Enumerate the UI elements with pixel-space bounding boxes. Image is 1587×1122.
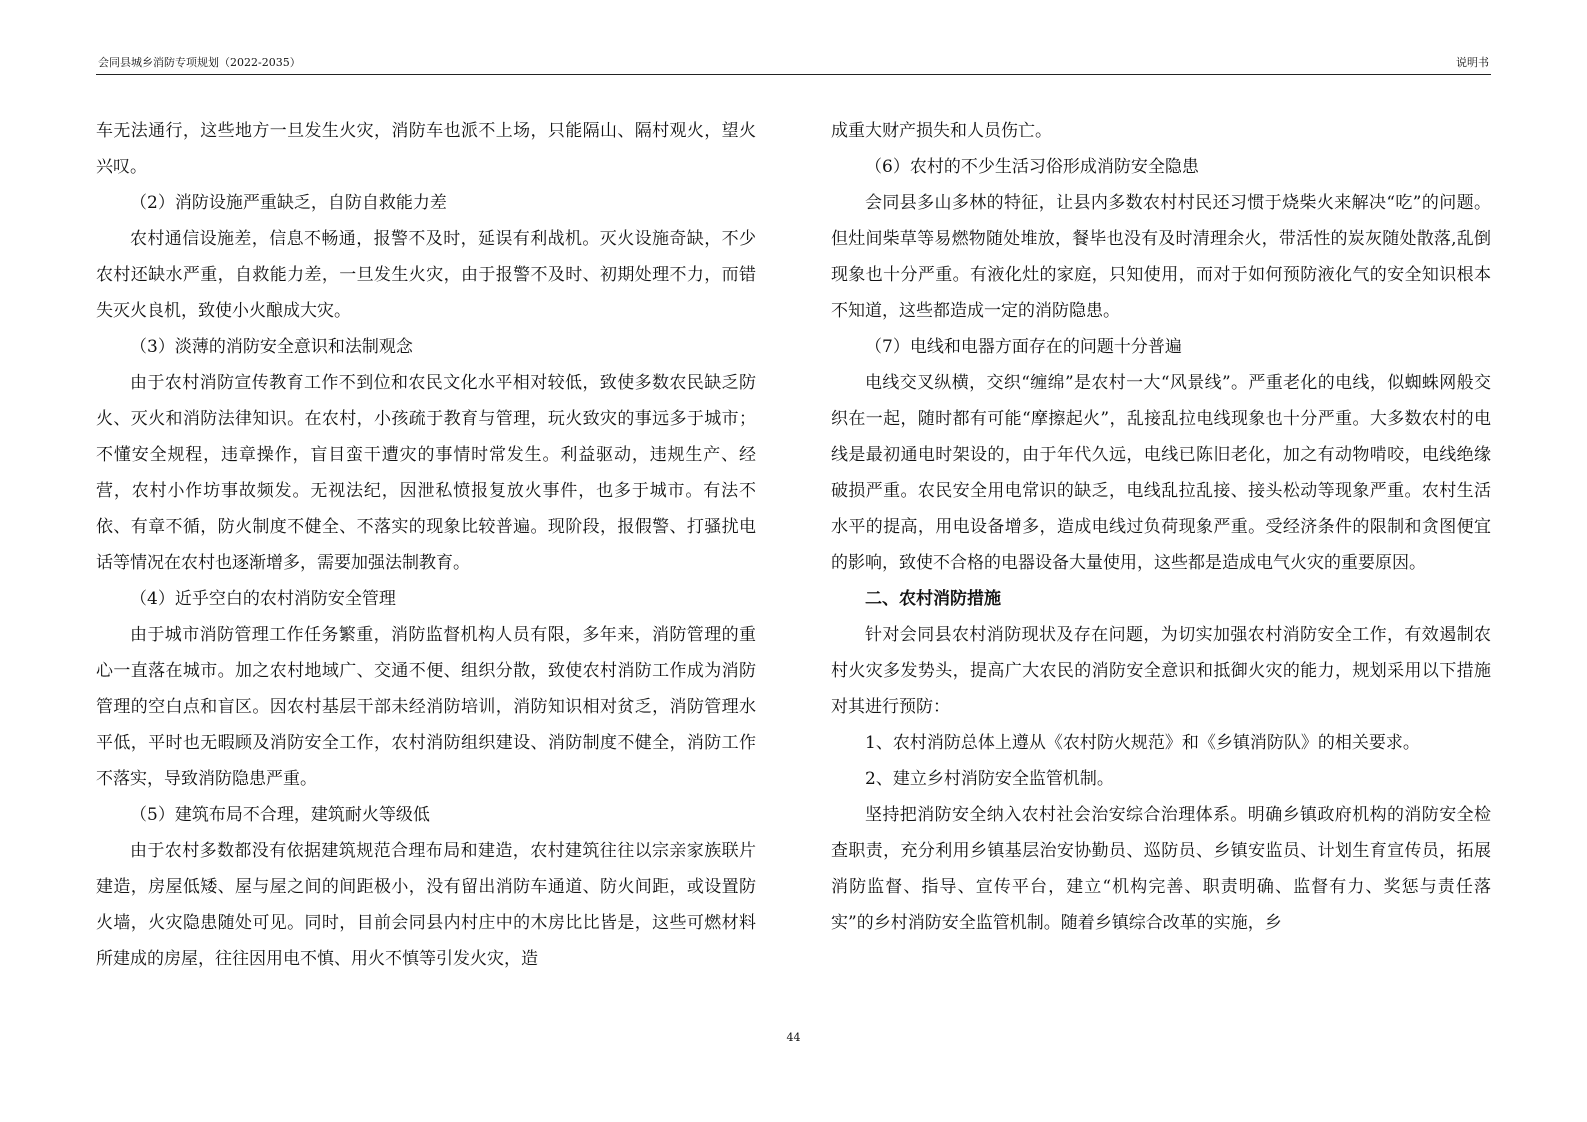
running-header (96, 56, 1491, 75)
right-column (831, 113, 1491, 941)
paragraph-continuation: 成重大财产损失和人员伤亡。 (831, 121, 1052, 141)
paragraph: 坚持把消防安全纳入农村社会治安综合治理体系。明确乡镇政府机构的消防安全检查职责，充分利用乡镇基层治安协勤员、巡防员、乡镇安监员、计划生育宣传员，拓展消防监督、指导、宣传平台，建立“机构完善、职责明确、监督有力、奖惩与责任落实”的乡村消防安全监管机制。随着乡镇综合改革的实施，乡 (831, 805, 1491, 933)
paragraph-continuation: 车无法通行，这些地方一旦发生火灾，消防车也派不上场，只能隔山、隔村观火，望火兴叹。 (96, 121, 756, 177)
subsection-heading: （7）电线和电器方面存在的问题十分普遍 (865, 337, 1182, 357)
document-type-label: 说明书 (1456, 56, 1489, 69)
subsection-heading: （5）建筑布局不合理，建筑耐火等级低 (130, 805, 430, 825)
paragraph: 由于农村多数都没有依据建筑规范合理布局和建造，农村建筑往往以宗亲家族联片建造，房屋低矮、屋与屋之间的间距极小，没有留出消防车通道、防火间距，或设置防火墙，火灾隐患随处可见。同时，目前会同县内村庄中的木房比比皆是，这些可燃材料所建成的房屋，往往因用电不慎、用火不慎等引发火灾，造 (96, 841, 756, 969)
section-heading: 二、农村消防措施 (865, 589, 1001, 609)
subsection-heading: （6）农村的不少生活习俗形成消防安全隐患 (865, 157, 1199, 177)
subsection-heading: （4）近乎空白的农村消防安全管理 (130, 589, 396, 609)
paragraph: 农村通信设施差，信息不畅通，报警不及时，延误有利战机。灭火设施奇缺，不少农村还缺水严重，自救能力差，一旦发生火灾，由于报警不及时、初期处理不力，而错失灭火良机，致使小火酿成大灾。 (96, 229, 756, 321)
left-column (96, 113, 756, 977)
paragraph: 电线交叉纵横，交织“缠绵”是农村一大“风景线”。严重老化的电线，似蜘蛛网般交织在一起，随时都有可能“摩擦起火”，乱接乱拉电线现象也十分严重。大多数农村的电线是最初通电时架设的，由于年代久远，电线已陈旧老化，加之有动物啃咬，电线绝缘破损严重。农民安全用电常识的缺乏，电线乱拉乱接、接头松动等现象严重。农村生活水平的提高，用电设备增多，造成电线过负荷现象严重。受经济条件的限制和贪图便宜的影响，致使不合格的电器设备大量使用，这些都是造成电气火灾的重要原因。 (831, 373, 1491, 573)
subsection-heading: （3）淡薄的消防安全意识和法制观念 (130, 337, 413, 357)
list-item: 1、农村消防总体上遵从《农村防火规范》和《乡镇消防队》的相关要求。 (865, 733, 1420, 753)
paragraph: 由于农村消防宣传教育工作不到位和农民文化水平相对较低，致使多数农民缺乏防火、灭火和消防法律知识。在农村，小孩疏于教育与管理，玩火致灾的事远多于城市；不懂安全规程，违章操作，盲目蛮干遭灾的事情时常发生。利益驱动，违规生产、经营，农村小作坊事故频发。无视法纪，因泄私愤报复放火事件，也多于城市。有法不依、有章不循，防火制度不健全、不落实的现象比较普遍。现阶段，报假警、打骚扰电话等情况在农村也逐渐增多，需要加强法制教育。 (96, 373, 756, 573)
paragraph: 针对会同县农村消防现状及存在问题，为切实加强农村消防安全工作，有效遏制农村火灾多发势头，提高广大农民的消防安全意识和抵御火灾的能力，规划采用以下措施对其进行预防： (831, 625, 1491, 717)
subsection-heading: （2）消防设施严重缺乏，自防自救能力差 (130, 193, 447, 213)
document-title: 会同县城乡消防专项规划（2022-2035） (98, 56, 301, 69)
paragraph: 由于城市消防管理工作任务繁重，消防监督机构人员有限，多年来，消防管理的重心一直落在城市。加之农村地域广、交通不便、组织分散，致使农村消防工作成为消防管理的空白点和盲区。因农村基层干部未经消防培训，消防知识相对贫乏，消防管理水平低，平时也无暇顾及消防安全工作，农村消防组织建设、消防制度不健全，消防工作不落实，导致消防隐患严重。 (96, 625, 756, 789)
paragraph: 会同县多山多林的特征，让县内多数农村村民还习惯于烧柴火来解决“吃”的问题。但灶间柴草等易燃物随处堆放，餐毕也没有及时清理余火，带活性的炭灰随处散落,乱倒现象也十分严重。有液化灶的家庭，只知使用，而对于如何预防液化气的安全知识根本不知道，这些都造成一定的消防隐患。 (831, 193, 1491, 321)
list-item: 2、建立乡村消防安全监管机制。 (865, 769, 1114, 789)
page-number: 44 (786, 1031, 801, 1044)
